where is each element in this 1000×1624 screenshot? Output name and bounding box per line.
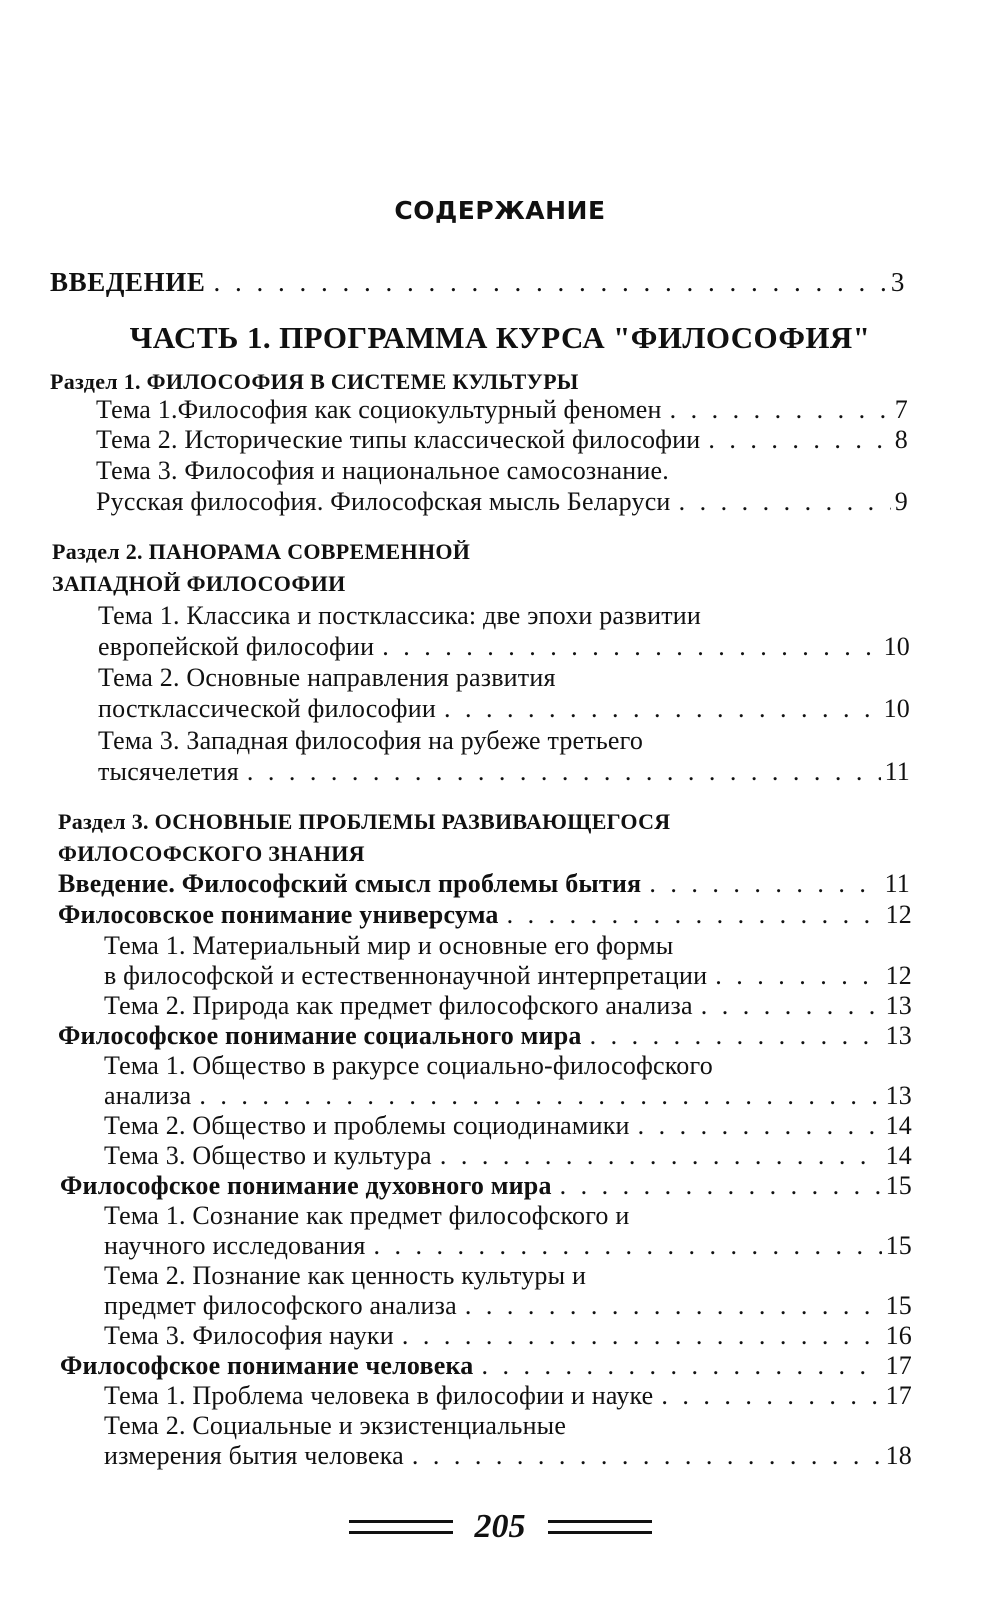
toc-entry-title: Тема 1. Материальный мир и основные его формы xyxy=(104,931,674,960)
toc-entry[interactable] xyxy=(98,756,910,788)
toc-subsection-page: 15 xyxy=(885,1171,912,1200)
toc-subsection-title: Филосовское понимание универсума xyxy=(58,900,499,929)
toc-entry-title: Тема 1.Философия как социокультурный феномен xyxy=(96,395,662,424)
page-number: 205 xyxy=(474,1508,526,1545)
toc-entry[interactable] xyxy=(98,693,910,725)
toc-entry-page: 10 xyxy=(883,694,910,723)
toc-leader xyxy=(199,1080,881,1112)
toc-leader xyxy=(560,1170,882,1202)
toc-entry[interactable] xyxy=(104,960,912,992)
toc-entry-page: 15 xyxy=(885,1291,912,1320)
toc-leader xyxy=(661,1380,881,1412)
toc-entry-line[interactable] xyxy=(98,600,701,632)
toc-entry-title: анализа xyxy=(104,1081,192,1110)
toc-entry-title: предмет философского анализа xyxy=(104,1291,457,1320)
toc-entry-line[interactable] xyxy=(104,1410,566,1442)
toc-entry-page: 13 xyxy=(885,1081,912,1110)
toc-entry-title: Тема 2. Исторические типы классической философии xyxy=(96,425,701,454)
toc-leader xyxy=(701,990,882,1022)
toc-entry-line[interactable] xyxy=(98,662,556,694)
toc-entry-title: Тема 2. Общество и проблемы социодинамики xyxy=(104,1111,630,1140)
toc-leader xyxy=(670,394,891,426)
section-heading: ЗАПАДНОЙ ФИЛОСОФИИ xyxy=(52,571,346,596)
toc-subsection[interactable] xyxy=(58,899,912,931)
toc-entry-line[interactable] xyxy=(104,930,673,962)
toc-entry[interactable] xyxy=(96,394,908,426)
page-title: СОДЕРЖАНИЕ xyxy=(394,196,606,225)
toc-entry-title: европейской философии xyxy=(98,632,375,661)
toc-entry-title: Русская философия. Философская мысль Беларуси xyxy=(96,487,671,516)
toc-entry-page: 11 xyxy=(884,757,910,786)
toc-entry[interactable] xyxy=(98,631,910,663)
toc-entry-title: Тема 3. Философия науки xyxy=(104,1321,394,1350)
toc-leader xyxy=(247,756,881,788)
section-heading: Раздел 3. ОСНОВНЫЕ ПРОБЛЕМЫ РАЗВИВАЮЩЕГОСЯ xyxy=(58,809,671,834)
toc-subsection-title: Философское понимание социального мира xyxy=(58,1021,582,1050)
toc-entry-page: 10 xyxy=(883,632,910,661)
toc-entry-line[interactable] xyxy=(98,725,643,757)
toc-entry-title: измерения бытия человека xyxy=(104,1441,404,1470)
toc-entry-page: 16 xyxy=(885,1321,912,1350)
toc-subsection[interactable] xyxy=(58,1020,912,1052)
toc-leader xyxy=(374,1230,882,1262)
section-heading: Раздел 1. ФИЛОСОФИЯ В СИСТЕМЕ КУЛЬТУРЫ xyxy=(50,369,579,394)
toc-entry-page: 9 xyxy=(894,487,908,516)
section-heading: ФИЛОСОФСКОГО ЗНАНИЯ xyxy=(58,841,365,866)
toc-subsection-page: 12 xyxy=(885,900,912,929)
page-footer xyxy=(0,1508,1000,1546)
toc-leader xyxy=(213,266,886,298)
toc-leader xyxy=(590,1020,882,1052)
toc-entry-title: Тема 3. Западная философия на рубеже третьего xyxy=(98,726,644,755)
toc-entry-title: постклассической философии xyxy=(98,694,436,723)
toc-subsection[interactable] xyxy=(60,1170,912,1202)
footer-rule-right xyxy=(548,1520,652,1534)
toc-leader xyxy=(715,960,881,992)
toc-entry-line[interactable] xyxy=(104,1260,586,1292)
toc-leader xyxy=(444,693,880,725)
toc-entry[interactable] xyxy=(104,990,912,1022)
toc-entry-title: научного исследования xyxy=(104,1231,366,1260)
toc-entry[interactable] xyxy=(104,1320,912,1352)
toc-entry-page: 8 xyxy=(894,425,908,454)
toc-entry-line[interactable] xyxy=(104,1050,713,1082)
toc-entry[interactable] xyxy=(104,1440,912,1472)
toc-entry-title: Тема 2. Познание как ценность культуры и xyxy=(104,1261,587,1290)
toc-entry-title: Тема 2. Природа как предмет философского анализа xyxy=(104,991,693,1020)
toc-entry-page: 11 xyxy=(884,869,910,898)
toc-subsection[interactable] xyxy=(60,1350,912,1382)
toc-leader xyxy=(412,1440,882,1472)
toc-intro-label: ВВЕДЕНИЕ xyxy=(50,267,206,297)
toc-section-intro[interactable] xyxy=(58,868,910,900)
toc-entry-page: 17 xyxy=(885,1381,912,1410)
toc-entry-title: в философской и естественнонаучной интерпретации xyxy=(104,961,708,990)
toc-entry-title: Тема 2. Социальные и экзистенциальные xyxy=(104,1411,567,1440)
toc-subsection-page: 17 xyxy=(885,1351,912,1380)
toc-entry[interactable] xyxy=(104,1140,912,1172)
toc-entry-title: Тема 1. Проблема человека в философии и науке xyxy=(104,1381,654,1410)
section-heading: Раздел 2. ПАНОРАМА СОВРЕМЕННОЙ xyxy=(52,539,471,564)
toc-entry[interactable] xyxy=(104,1380,912,1412)
toc-entry-title: Тема 1. Классика и постклассика: две эпохи развитии xyxy=(98,601,702,630)
toc-entry-page: 14 xyxy=(885,1111,912,1140)
toc-subsection-page: 13 xyxy=(885,1021,912,1050)
toc-entry-title: тысячелетия xyxy=(98,757,239,786)
toc-leader xyxy=(440,1140,882,1172)
toc-leader xyxy=(465,1290,882,1322)
toc-entry-title: Тема 1. Общество в ракурсе социально-философского xyxy=(104,1051,713,1080)
toc-leader xyxy=(402,1320,882,1352)
toc-entry[interactable] xyxy=(104,1230,912,1262)
toc-entry-page: 14 xyxy=(885,1141,912,1170)
toc-intro[interactable] xyxy=(50,266,905,298)
toc-entry[interactable] xyxy=(104,1110,912,1142)
toc-entry[interactable] xyxy=(104,1290,912,1322)
part-title: ЧАСТЬ 1. ПРОГРАММА КУРСА "ФИЛОСОФИЯ" xyxy=(129,320,871,355)
toc-entry-title: Тема 1. Сознание как предмет философского и xyxy=(104,1201,630,1230)
toc-intro-page: 3 xyxy=(890,267,905,297)
toc-leader xyxy=(679,486,891,518)
toc-leader xyxy=(507,899,882,931)
toc-entry-title: Тема 3. Общество и культура xyxy=(104,1141,432,1170)
toc-entry[interactable] xyxy=(96,424,908,456)
toc-entry[interactable] xyxy=(96,486,908,518)
toc-entry-line[interactable] xyxy=(104,1200,629,1232)
toc-leader xyxy=(649,868,880,900)
toc-entry-page: 15 xyxy=(885,1231,912,1260)
toc-leader xyxy=(481,1350,881,1382)
toc-subsection-title: Философское понимание духовного мира xyxy=(60,1171,552,1200)
toc-leader xyxy=(708,424,890,456)
toc-subsection-title: Философское понимание человека xyxy=(60,1351,474,1380)
toc-entry[interactable] xyxy=(104,1080,912,1112)
toc-leader xyxy=(382,631,879,663)
toc-leader xyxy=(638,1110,882,1142)
footer-rule-left xyxy=(349,1520,453,1534)
toc-entry-page: 18 xyxy=(885,1441,912,1470)
toc-entry-page: 12 xyxy=(885,961,912,990)
toc-entry-line[interactable] xyxy=(96,455,669,487)
toc-entry-page: 7 xyxy=(894,395,908,424)
toc-entry-page: 13 xyxy=(885,991,912,1020)
toc-entry-title: Тема 2. Основные направления развития xyxy=(98,663,556,692)
toc-entry-title: Введение. Философский смысл проблемы бытия xyxy=(58,869,642,898)
toc-entry-title: Тема 3. Философия и национальное самосознание. xyxy=(96,456,669,485)
